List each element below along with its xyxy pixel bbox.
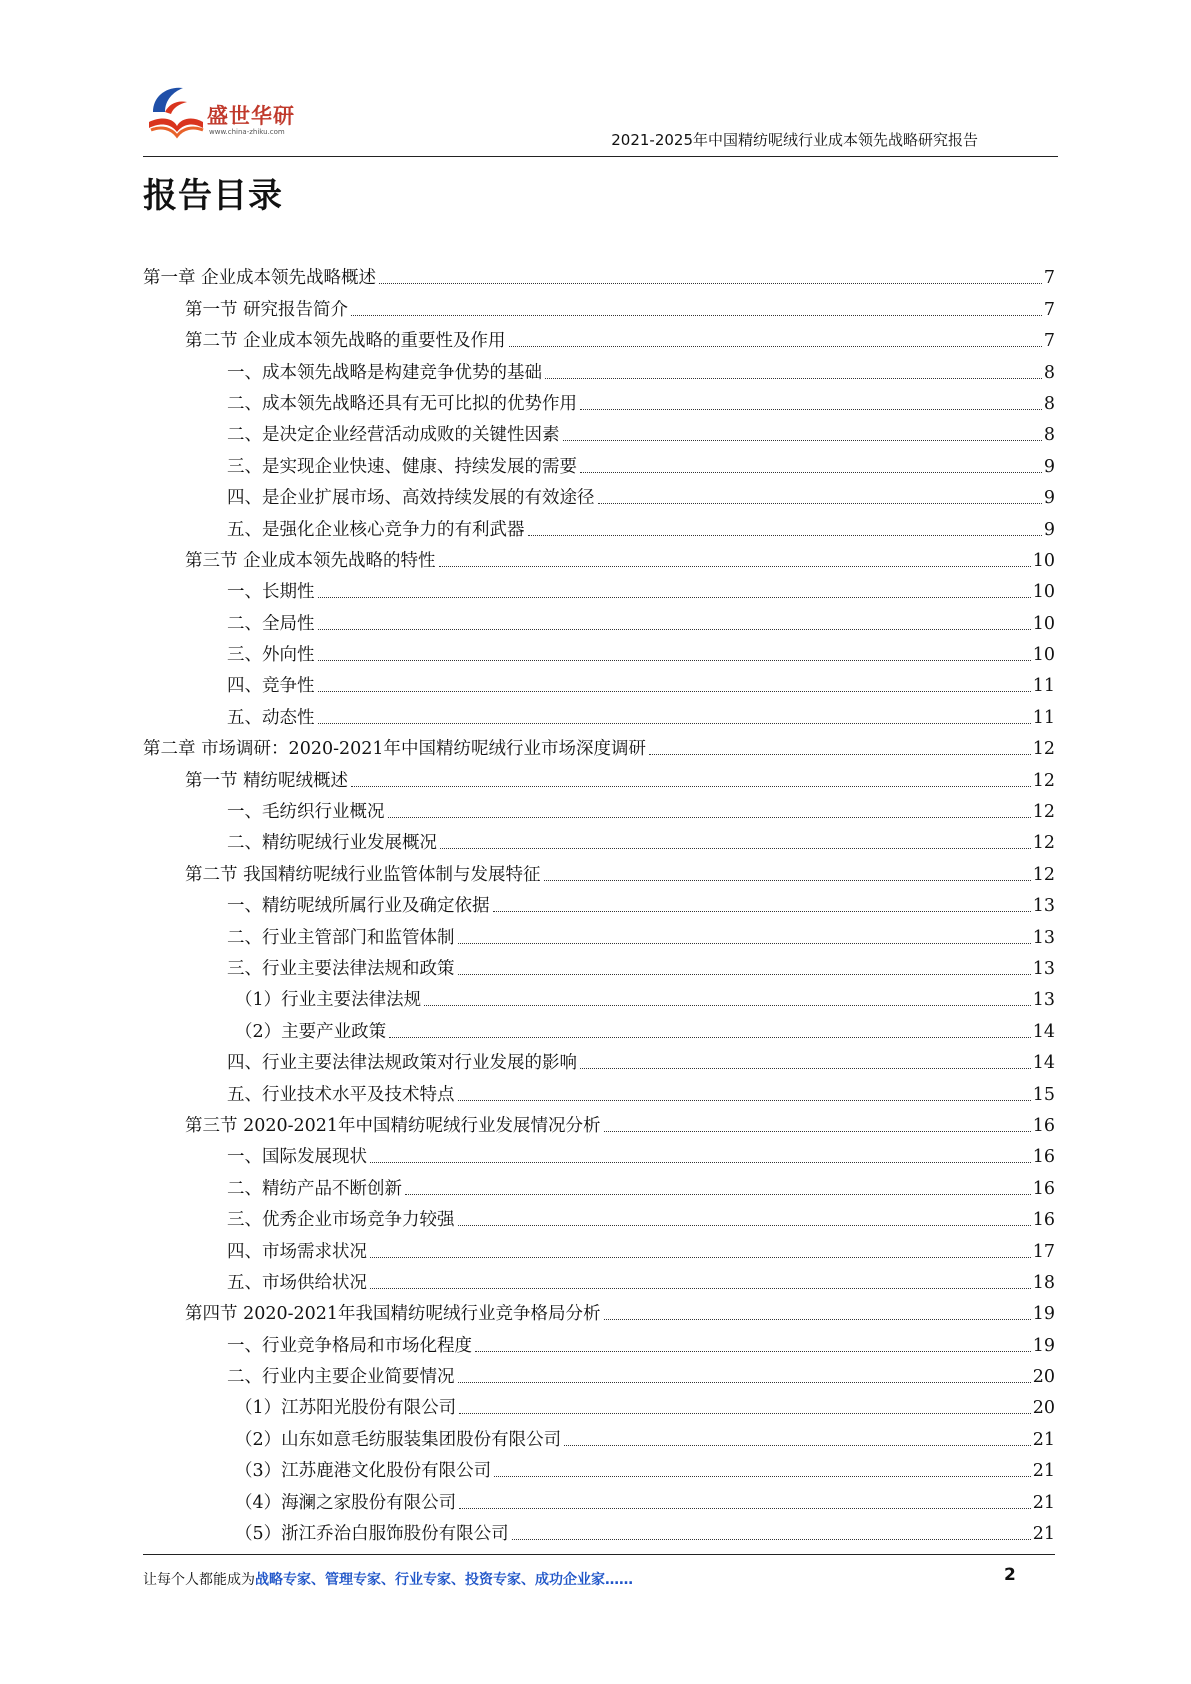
- toc-dot-leader: [563, 439, 1042, 441]
- page-number: 2: [1004, 1565, 1016, 1585]
- toc-entry-title: 第二节 我国精纺呢绒行业监管体制与发展特征: [185, 864, 541, 885]
- toc-entry-page: 12: [1032, 833, 1055, 854]
- toc-entry[interactable]: [143, 1297, 1055, 1328]
- toc-entry-page: 20: [1032, 1398, 1055, 1419]
- toc-entry[interactable]: [143, 1140, 1055, 1171]
- toc-dot-leader: [318, 690, 1031, 692]
- slogan-prefix: 让每个人都能成为: [143, 1572, 255, 1588]
- toc-entry-page: 19: [1032, 1335, 1055, 1356]
- toc-entry-title: （1）行业主要法律法规: [235, 990, 422, 1011]
- toc-entry-title: 一、精纺呢绒所属行业及确定依据: [227, 896, 490, 917]
- toc-dot-leader: [458, 1381, 1031, 1383]
- toc-dot-leader: [458, 1224, 1031, 1226]
- toc-entry-page: 15: [1032, 1084, 1055, 1105]
- toc-entry-page: 20: [1032, 1367, 1055, 1388]
- toc-entry[interactable]: [143, 1234, 1055, 1265]
- toc-entry[interactable]: [143, 763, 1055, 794]
- toc-dot-leader: [580, 408, 1042, 410]
- toc-entry-title: 四、市场需求状况: [227, 1241, 367, 1262]
- toc-entry[interactable]: [143, 481, 1055, 512]
- toc-dot-leader: [604, 1130, 1031, 1132]
- brand-logo: [143, 82, 303, 144]
- toc-entry-page: 21: [1032, 1461, 1055, 1482]
- toc-entry-page: 21: [1032, 1492, 1055, 1513]
- toc-dot-leader: [440, 847, 1031, 849]
- toc-entry-page: 19: [1032, 1304, 1055, 1325]
- toc-dot-leader: [439, 565, 1031, 567]
- toc-dot-leader: [318, 628, 1031, 630]
- toc-dot-leader: [564, 1444, 1031, 1446]
- toc-entry[interactable]: [143, 575, 1055, 606]
- toc-entry-title: 四、行业主要法律法规政策对行业发展的影响: [227, 1053, 577, 1074]
- toc-dot-leader: [318, 659, 1031, 661]
- toc-dot-leader: [389, 1036, 1031, 1038]
- toc-entry[interactable]: [143, 1422, 1055, 1453]
- toc-entry-title: 四、竞争性: [227, 676, 315, 697]
- toc-entry-title: 第一节 研究报告简介: [185, 299, 349, 320]
- toc-dot-leader: [509, 345, 1042, 347]
- toc-entry[interactable]: [143, 512, 1055, 543]
- toc-entry-title: 第三节 2020-2021年中国精纺呢绒行业发展情况分析: [185, 1115, 601, 1136]
- toc-dot-leader: [528, 534, 1042, 536]
- toc-entry-title: 一、毛纺织行业概况: [227, 802, 385, 823]
- toc-dot-leader: [580, 1067, 1031, 1069]
- toc-entry[interactable]: [143, 261, 1055, 292]
- toc-entry[interactable]: [143, 355, 1055, 386]
- toc-entry[interactable]: [143, 638, 1055, 669]
- toc-entry-page: 21: [1032, 1429, 1055, 1450]
- toc-entry-title: 二、行业内主要企业简要情况: [227, 1367, 455, 1388]
- toc-entry-page: 11: [1032, 676, 1055, 697]
- toc-entry[interactable]: [143, 387, 1055, 418]
- toc-entry-title: 二、精纺呢绒行业发展概况: [227, 833, 437, 854]
- book-swoosh-icon: [143, 82, 207, 144]
- toc-entry[interactable]: [143, 1391, 1055, 1422]
- toc-entry-title: 三、外向性: [227, 645, 315, 666]
- toc-entry[interactable]: [143, 1485, 1055, 1516]
- toc-dot-leader: [580, 471, 1042, 473]
- toc-dot-leader: [649, 753, 1031, 755]
- toc-entry[interactable]: [143, 857, 1055, 888]
- toc-entry-page: 16: [1032, 1210, 1055, 1231]
- toc-entry-page: 8: [1043, 425, 1055, 446]
- toc-entry-title: 一、成本领先战略是构建竞争优势的基础: [227, 362, 542, 383]
- table-of-contents: [143, 261, 1055, 1548]
- toc-dot-leader: [604, 1318, 1031, 1320]
- toc-dot-leader: [544, 879, 1031, 881]
- toc-entry-title: 第一节 精纺呢绒概述: [185, 770, 349, 791]
- toc-dot-leader: [405, 1193, 1031, 1195]
- toc-dot-leader: [458, 973, 1031, 975]
- toc-entry[interactable]: [143, 1109, 1055, 1140]
- toc-entry-page: 10: [1032, 550, 1055, 571]
- toc-dot-leader: [351, 785, 1031, 787]
- toc-entry-title: 二、精纺产品不断创新: [227, 1178, 402, 1199]
- toc-entry[interactable]: [143, 544, 1055, 575]
- page-header: [143, 78, 1058, 157]
- toc-entry[interactable]: [143, 983, 1055, 1014]
- toc-dot-leader: [379, 282, 1042, 284]
- toc-dot-leader: [424, 1004, 1031, 1006]
- toc-entry-page: 8: [1043, 362, 1055, 383]
- toc-entry-title: 五、是强化企业核心竞争力的有利武器: [227, 519, 525, 540]
- toc-entry[interactable]: [143, 669, 1055, 700]
- toc-entry-title: 三、行业主要法律法规和政策: [227, 958, 455, 979]
- toc-entry-page: 16: [1032, 1147, 1055, 1168]
- toc-entry-page: 12: [1032, 770, 1055, 791]
- toc-dot-leader: [370, 1256, 1031, 1258]
- toc-entry-title: 第一章 企业成本领先战略概述: [143, 268, 377, 289]
- toc-entry[interactable]: [143, 1046, 1055, 1077]
- toc-entry-page: 7: [1043, 299, 1055, 320]
- toc-entry-page: 9: [1043, 488, 1055, 509]
- toc-dot-leader: [459, 1412, 1031, 1414]
- toc-dot-leader: [512, 1538, 1031, 1540]
- toc-entry-title: （2）山东如意毛纺服装集团股份有限公司: [235, 1429, 562, 1450]
- toc-dot-leader: [494, 1475, 1031, 1477]
- toc-entry-title: （1）江苏阳光股份有限公司: [235, 1398, 457, 1419]
- toc-dot-leader: [475, 1350, 1031, 1352]
- toc-entry-page: 13: [1032, 958, 1055, 979]
- toc-entry[interactable]: [143, 1517, 1055, 1548]
- toc-entry-title: 四、是企业扩展市场、高效持续发展的有效途径: [227, 488, 595, 509]
- toc-entry-title: 第二章 市场调研：2020-2021年中国精纺呢绒行业市场深度调研: [143, 739, 647, 760]
- toc-entry-page: 9: [1043, 456, 1055, 477]
- toc-heading: 报告目录: [143, 176, 283, 216]
- toc-entry[interactable]: [143, 418, 1055, 449]
- toc-entry-title: （5）浙江乔治白服饰股份有限公司: [235, 1524, 509, 1545]
- toc-entry-page: 11: [1032, 707, 1055, 728]
- toc-entry-title: 二、成本领先战略还具有无可比拟的优势作用: [227, 393, 577, 414]
- toc-entry[interactable]: [143, 795, 1055, 826]
- toc-entry-page: 8: [1043, 393, 1055, 414]
- toc-dot-leader: [351, 314, 1042, 316]
- toc-entry-title: 第三节 企业成本领先战略的特性: [185, 550, 436, 571]
- toc-entry[interactable]: [143, 1077, 1055, 1108]
- toc-entry-title: 三、优秀企业市场竞争力较强: [227, 1210, 455, 1231]
- toc-entry[interactable]: [143, 952, 1055, 983]
- toc-entry[interactable]: [143, 1454, 1055, 1485]
- toc-dot-leader: [458, 1099, 1031, 1101]
- toc-dot-leader: [370, 1287, 1031, 1289]
- toc-entry-title: 一、行业竞争格局和市场化程度: [227, 1335, 472, 1356]
- toc-dot-leader: [493, 910, 1031, 912]
- toc-entry-page: 17: [1032, 1241, 1055, 1262]
- toc-entry-title: 五、动态性: [227, 707, 315, 728]
- toc-entry-page: 14: [1032, 1021, 1055, 1042]
- toc-entry-page: 16: [1032, 1115, 1055, 1136]
- toc-entry-title: （3）江苏鹿港文化股份有限公司: [235, 1461, 492, 1482]
- toc-entry[interactable]: [143, 1360, 1055, 1391]
- toc-entry[interactable]: [143, 889, 1055, 920]
- toc-entry-title: 五、市场供给状况: [227, 1272, 367, 1293]
- toc-dot-leader: [458, 942, 1031, 944]
- toc-entry-page: 10: [1032, 582, 1055, 603]
- toc-entry[interactable]: [143, 324, 1055, 355]
- toc-entry-page: 12: [1032, 802, 1055, 823]
- logo-name: 盛世华研: [207, 104, 295, 128]
- toc-entry-title: 第二节 企业成本领先战略的重要性及作用: [185, 331, 506, 352]
- toc-dot-leader: [318, 596, 1031, 598]
- toc-entry-page: 12: [1032, 739, 1055, 760]
- toc-entry-page: 7: [1043, 331, 1055, 352]
- toc-entry[interactable]: [143, 1014, 1055, 1045]
- toc-entry[interactable]: [143, 1203, 1055, 1234]
- toc-entry[interactable]: [143, 606, 1055, 637]
- toc-entry[interactable]: [143, 449, 1055, 480]
- toc-entry-page: 13: [1032, 990, 1055, 1011]
- toc-entry-page: 18: [1032, 1272, 1055, 1293]
- toc-dot-leader: [459, 1507, 1031, 1509]
- toc-entry[interactable]: [143, 826, 1055, 857]
- toc-entry-title: 二、是决定企业经营活动成败的关键性因素: [227, 425, 560, 446]
- toc-entry[interactable]: [143, 1171, 1055, 1202]
- toc-entry-title: 一、国际发展现状: [227, 1147, 367, 1168]
- toc-entry[interactable]: [143, 920, 1055, 951]
- toc-entry-page: 14: [1032, 1053, 1055, 1074]
- toc-entry-page: 7: [1043, 268, 1055, 289]
- toc-entry-title: 一、长期性: [227, 582, 315, 603]
- toc-entry-title: （4）海澜之家股份有限公司: [235, 1492, 457, 1513]
- toc-entry-page: 10: [1032, 613, 1055, 634]
- toc-entry[interactable]: [143, 1328, 1055, 1359]
- footer-slogan: [143, 1569, 633, 1589]
- toc-entry[interactable]: [143, 1266, 1055, 1297]
- footer-divider: [143, 1554, 1055, 1555]
- slogan-highlight: 战略专家、管理专家、行业专家、投资专家、成功企业家……: [255, 1572, 633, 1588]
- toc-dot-leader: [318, 722, 1031, 724]
- toc-entry-title: 第四节 2020-2021年我国精纺呢绒行业竞争格局分析: [185, 1304, 601, 1325]
- toc-entry-page: 10: [1032, 645, 1055, 666]
- logo-url: www.china-zhiku.com: [209, 128, 285, 136]
- toc-dot-leader: [388, 816, 1031, 818]
- toc-entry-title: （2）主要产业政策: [235, 1021, 387, 1042]
- toc-entry-title: 三、是实现企业快速、健康、持续发展的需要: [227, 456, 577, 477]
- toc-entry[interactable]: [143, 292, 1055, 323]
- report-title: 2021-2025年中国精纺呢绒行业成本领先战略研究报告: [611, 131, 978, 149]
- toc-entry-page: 13: [1032, 927, 1055, 948]
- toc-entry-title: 五、行业技术水平及技术特点: [227, 1084, 455, 1105]
- toc-entry-page: 16: [1032, 1178, 1055, 1199]
- toc-entry-title: 二、全局性: [227, 613, 315, 634]
- toc-entry[interactable]: [143, 732, 1055, 763]
- toc-dot-leader: [370, 1161, 1031, 1163]
- toc-dot-leader: [545, 377, 1042, 379]
- toc-entry-title: 二、行业主管部门和监管体制: [227, 927, 455, 948]
- toc-entry-page: 13: [1032, 896, 1055, 917]
- toc-dot-leader: [598, 502, 1042, 504]
- toc-entry-page: 12: [1032, 864, 1055, 885]
- toc-entry[interactable]: [143, 700, 1055, 731]
- toc-entry-page: 9: [1043, 519, 1055, 540]
- toc-entry-page: 21: [1032, 1524, 1055, 1545]
